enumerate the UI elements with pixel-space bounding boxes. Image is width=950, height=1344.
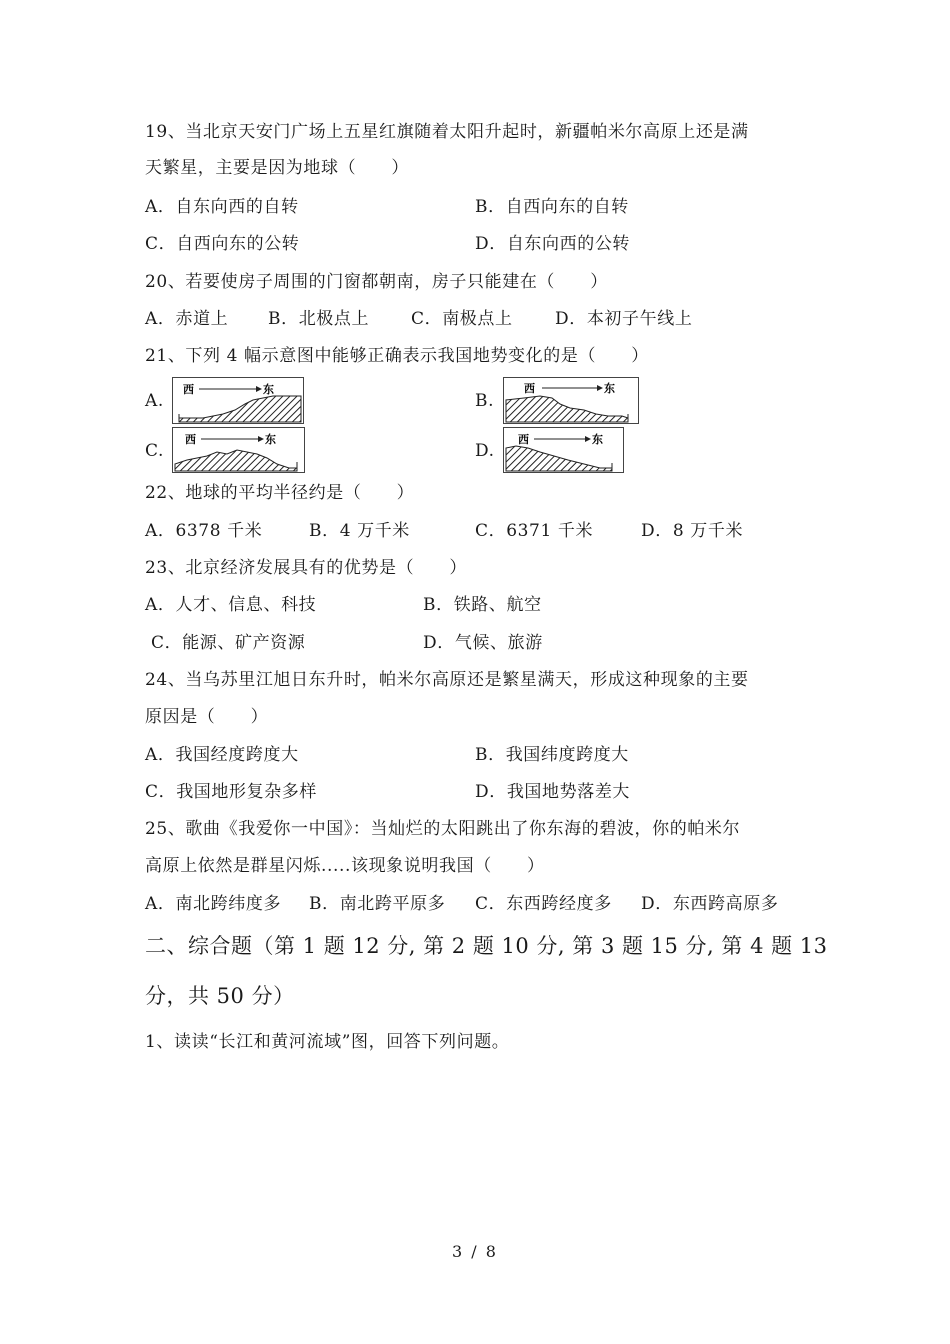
section2-heading-line2: 分，共 50 分） [145,984,295,1008]
fig-b-east-label: 东 [604,382,615,395]
q24-option-c: C．我国地形复杂多样 [145,782,318,802]
q19-option-a: A．自东向西的自转 [145,197,299,217]
q20-option-a: A．赤道上 [145,309,229,329]
q24-option-d: D．我国地势落差大 [475,782,631,802]
page-number: 3 / 8 [452,1242,498,1261]
section2-heading-line1: 二、综合题（第 1 题 12 分, 第 2 题 10 分, 第 3 题 15 分, 第 4 题 13 [145,934,828,958]
fig-c-east-label: 东 [265,433,276,446]
q25-option-c: C．东西跨经度多 [475,894,612,914]
s2-q1-stem: 1、读读“长江和黄河流域”图，回答下列问题。 [145,1032,510,1052]
q24-option-a: A．我国经度跨度大 [145,745,299,765]
q22-stem: 22、地球的平均半径约是（ ） [145,483,415,503]
q19-stem-line2: 天繁星，主要是因为地球（ ） [145,158,409,178]
q21-option-d: D. [475,441,495,461]
q21-figure-c [172,427,305,473]
q23-option-a: A．人才、信息、科技 [145,595,317,615]
q21-figure-a [172,377,304,424]
q21-option-a: A. [145,391,164,411]
q23-option-c: C．能源、矿产资源 [151,633,306,653]
q22-option-a: A．6378 千米 [145,521,263,541]
q20-stem: 20、若要使房子周围的门窗都朝南，房子只能建在（ ） [145,272,608,292]
fig-b-west-label: 西 [524,382,535,395]
q25-option-b: B．南北跨平原多 [309,894,446,914]
q21-stem: 21、下列 4 幅示意图中能够正确表示我国地势变化的是（ ） [145,346,649,366]
q25-stem-line2: 高原上依然是群星闪烁.....该现象说明我国（ ） [145,856,545,876]
q25-option-d: D．东西跨高原多 [641,894,779,914]
q21-figure-d [503,427,624,473]
q21-option-c: C. [145,441,165,461]
q20-option-d: D．本初子午线上 [555,309,693,329]
q24-stem-line2: 原因是（ ） [145,707,269,727]
q19-option-d: D．自东向西的公转 [475,234,631,254]
q22-option-c: C．6371 千米 [475,521,594,541]
q25-stem-line1: 25、歌曲《我爱你一中国》：当灿烂的太阳跳出了你东海的碧波，你的帕米尔 [145,819,741,839]
q22-option-b: B．4 万千米 [309,521,410,541]
q24-option-b: B．我国纬度跨度大 [475,745,629,765]
fig-d-west-label: 西 [518,433,529,446]
q19-option-c: C．自西向东的公转 [145,234,300,254]
q19-option-b: B．自西向东的自转 [475,197,629,217]
fig-a-west-label: 西 [183,383,194,396]
q20-option-b: B．北极点上 [268,309,370,329]
q19-stem-line1: 19、当北京天安门广场上五星红旗随着太阳升起时，新疆帕米尔高原上还是满 [145,122,749,142]
q22-option-d: D．8 万千米 [641,521,744,541]
q25-option-a: A．南北跨纬度多 [145,894,282,914]
q23-option-d: D．气候、旅游 [423,633,543,653]
q21-option-b: B. [475,391,495,411]
q21-figure-b [503,377,639,424]
fig-d-east-label: 东 [592,433,603,446]
q23-option-b: B．铁路、航空 [423,595,542,615]
fig-a-east-label: 东 [263,383,274,396]
fig-c-west-label: 西 [185,433,196,446]
q24-stem-line1: 24、当乌苏里江旭日东升时，帕米尔高原还是繁星满天，形成这种现象的主要 [145,670,749,690]
q20-option-c: C．南极点上 [411,309,513,329]
q23-stem: 23、北京经济发展具有的优势是（ ） [145,558,468,578]
